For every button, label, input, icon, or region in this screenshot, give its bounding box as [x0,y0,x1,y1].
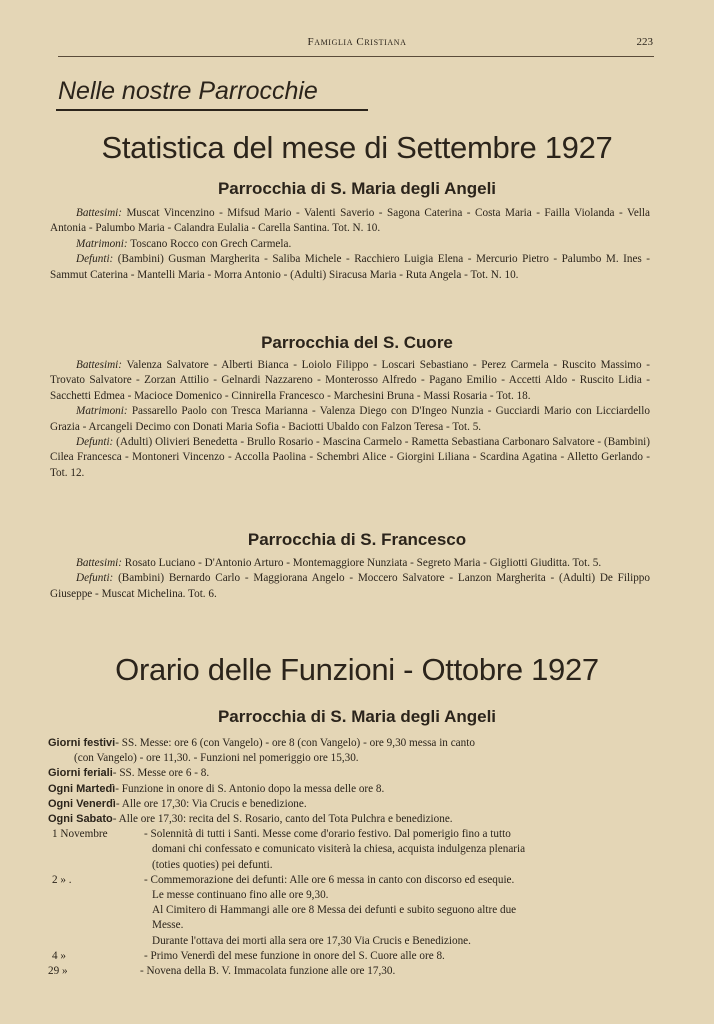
baptisms-paragraph [50,358,650,404]
baptisms-paragraph [50,206,650,237]
entry-label: Matrimoni: [76,405,128,418]
date-row [48,827,648,873]
day-label: Ogni Martedì [48,782,116,795]
date-line: Le messe continuano fino alle ore 9,30. [152,889,329,902]
statistics-title: Statistica del mese di Settembre 1927 [101,130,613,165]
day-text: - Alle ore 17,30: Via Crucis e benedizione. [115,797,307,810]
deaths-paragraph [50,435,650,481]
entry-text: Valenza Salvatore - Alberti Bianca - Loiolo Filippo - Loscari Sebastiano - Perez Carmela - Ruscito Massimo - Trovato Salvatore - Zorzan Attilio - Gelnardi Nazzareno - Monterosso Alfredo - Pagano Emilio - Accetti Aldo - Ruscito Lidia - Sacchetti Edmea - Macioce Domenico - Cinnirella Francesco - Marchesini Bruna - Massi Rosaria - Tot. 18. [50,359,650,402]
date-row [48,873,648,949]
date-line: (toties quoties) pei defunti. [152,858,273,871]
magazine-title: Famiglia Cristiana [307,36,407,48]
date-line: - Primo Venerdì del mese funzione in onore del S. Cuore alle ore 8. [144,949,445,962]
entry-label: Defunti: [76,436,114,449]
date-line: - Solennità di tutti i Santi. Messe come d'orario festivo. Dal pomerigio fino a tutto [144,828,511,841]
date-text [144,949,648,964]
parish-title: Parrocchia di S. Maria degli Angeli [217,179,497,198]
day-label: Ogni Venerdì [48,797,116,810]
marriages-paragraph [50,404,650,435]
date-line: Messe. [152,919,184,932]
parish-title: Parrocchia di S. Francesco [247,530,467,549]
parish-stats [50,358,650,481]
schedule-row [48,782,648,797]
deaths-paragraph [50,571,650,602]
section-underline [56,109,368,111]
date-row [48,949,648,964]
deaths-paragraph [50,252,650,283]
date-label: 29 » [48,965,68,978]
entry-text: (Bambini) Gusman Margherita - Saliba Michele - Racchiero Luigia Elena - Mercurio Pietro - Palumbo M. Ines - Sammut Caterina - Mantelli Maria - Morra Antonio - (Adulti) Siracusa Maria - Ruta Angela - Tot. N. 10. [50,253,650,281]
date-label: 1 Novembre [52,828,108,841]
schedule-parish-title: Parrocchia di S. Maria degli Angeli [217,707,497,726]
date-label: 2 » . [52,873,72,886]
schedule-row [48,766,648,781]
date-line: - Novena della B. V. Immacolata funzione alle ore 17,30. [140,965,396,978]
schedule-row [48,797,648,812]
entry-label: Defunti: [76,253,114,266]
day-text: - SS. Messe: ore 6 (con Vangelo) - ore 8 (con Vangelo) - ore 9,30 messa in canto [115,737,475,749]
parish-stats [50,556,650,602]
day-text: - Alle ore 17,30: recita del S. Rosario, canto del Tota Pulchra e benedizione. [112,813,453,826]
date-line: Durante l'ottava dei morti alla sera ore 17,30 Via Crucis e Benedizione. [152,934,471,947]
date-text [144,873,648,949]
baptisms-paragraph [50,556,650,571]
entry-text: Toscano Rocco con Grech Carmela. [127,237,292,250]
entry-label: Battesimi: [76,557,122,569]
entry-text: (Bambini) Bernardo Carlo - Maggiorana Angelo - Moccero Salvatore - Lanzon Margherita - (Adulti) De Filippo Giuseppe - Muscat Michelina. Tot. 6. [50,572,650,600]
date-label: 4 » [52,949,66,962]
date-line: - Commemorazione dei defunti: Alle ore 6 messa in canto con discorso ed esequie. [144,873,515,886]
day-text-continuation: (con Vangelo) - ore 11,30. - Funzioni nel pomeriggio ore 15,30. [74,752,359,765]
section-heading: Nelle nostre Parrocchie [58,77,318,105]
schedule-list [48,736,648,979]
day-label: Giorni feriali [48,767,113,780]
date-text [144,827,648,873]
date-line: Al Cimitero di Hammangi alle ore 8 Messa dei defunti e subito seguono altre due [152,904,517,917]
date-row [48,964,648,979]
entry-text: Rosato Luciano - D'Antonio Arturo - Montemaggiore Nunziata - Segreto Maria - Gigliotti Giuditta. Tot. 5. [122,557,602,569]
date-text [140,964,648,979]
entry-text: Muscat Vincenzino - Mifsud Mario - Valenti Saverio - Sagona Caterina - Costa Maria - Failla Violanda - Vella Antonia - Palumbo Maria - Calandra Eulalia - Carella Santina. Tot. N. 10. [50,207,650,235]
parish-title: Parrocchia del S. Cuore [261,333,453,352]
schedule-row [48,812,648,827]
marriages-paragraph [50,237,650,252]
entry-label: Defunti: [76,572,114,585]
day-label: Ogni Sabato [48,813,113,826]
parish-stats [50,206,650,283]
day-text: - SS. Messe ore 6 - 8. [112,767,210,780]
running-header [0,36,714,50]
day-label: Giorni festivi [48,737,116,749]
entry-label: Battesimi: [76,207,122,219]
date-line: domani chi confessato e comunicato visiterà la chiesa, acquista indulgenza plenaria [152,843,526,856]
entry-text: (Adulti) Olivieri Benedetta - Brullo Rosario - Mascina Carmelo - Rametta Sebastiana Carbonaro Salvatore - (Bambini) Cilea Francesca - Montoneri Vincenzo - Accolla Paolina - Schembri Alice - Giorgini Liliana - Scardina Agatina - Alletto Gerlando - Tot. 12. [50,436,650,479]
page-number: 223 [636,36,653,48]
entry-text: Passarello Paolo con Tresca Marianna - Valenza Diego con D'Ingeo Nunzia - Gucciardi Mario con Licciardello Grazia - Arcangeli Decimo con Donati Maria Sofia - Baciotti Ubaldo con Falzon Teresa - Tot. 5. [50,405,650,433]
entry-label: Battesimi: [76,359,122,371]
day-text: - Funzione in onore di S. Antonio dopo la messa delle ore 8. [115,782,385,795]
entry-label: Matrimoni: [76,237,128,250]
schedule-title: Orario delle Funzioni - Ottobre 1927 [115,652,599,687]
header-divider [58,56,654,57]
schedule-row [48,736,648,751]
